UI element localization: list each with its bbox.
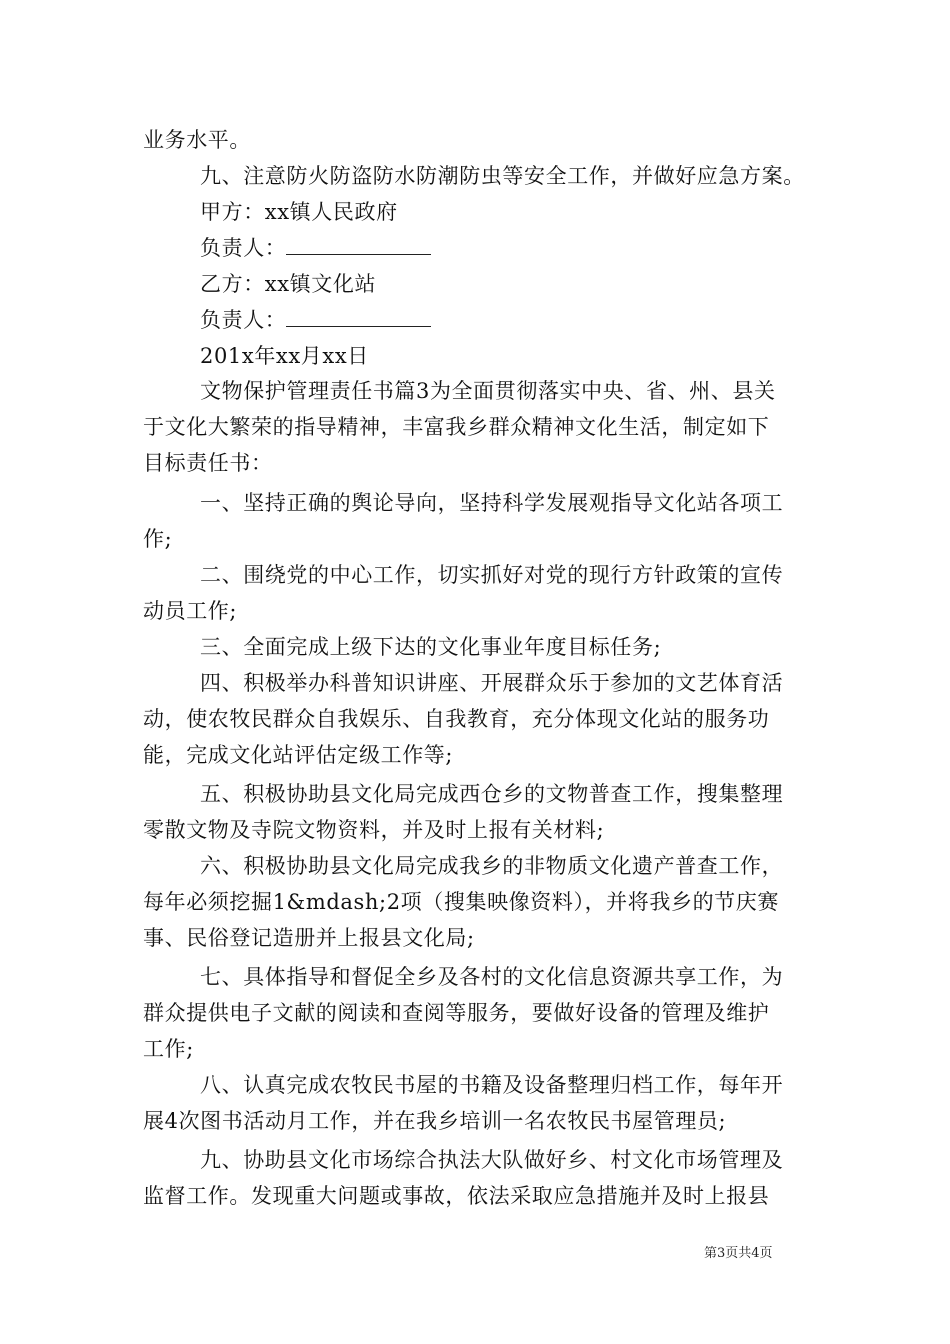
text-line: 每年必须挖掘1&mdash;2项（搜集映像资料），并将我乡的节庆赛 <box>143 890 779 914</box>
signature-blank <box>286 236 431 255</box>
date-line: 201x年xx月xx日 <box>200 344 369 368</box>
responsible-person-a <box>200 234 431 262</box>
text-line: 业务水平。 <box>143 128 251 152</box>
label: 负责人： <box>200 308 287 332</box>
text-line: 三、全面完成上级下达的文化事业年度目标任务; <box>200 635 662 659</box>
text-line: 四、积极举办科普知识讲座、开展群众乐于参加的文艺体育活 <box>200 671 784 695</box>
text-line: 零散文物及寺院文物资料，并及时上报有关材料; <box>143 818 605 842</box>
text-line: 九、协助县文化市场综合执法大队做好乡、村文化市场管理及 <box>200 1148 784 1172</box>
text-line: 五、积极协助县文化局完成西仓乡的文物普查工作，搜集整理 <box>200 782 784 806</box>
text-line: 事、民俗登记造册并上报县文化局; <box>143 926 475 950</box>
text-line: 动，使农牧民群众自我娱乐、自我教育，充分体现文化站的服务功 <box>143 707 770 731</box>
page-number: 第3页共4页 <box>704 1246 773 1261</box>
signatory-a: 甲方：xx镇人民政府 <box>200 200 398 224</box>
text-line: 目标责任书： <box>143 451 273 475</box>
text-line: 一、坚持正确的舆论导向，坚持科学发展观指导文化站各项工 <box>200 491 784 515</box>
text-line: 工作; <box>143 1037 194 1061</box>
responsible-person-b <box>200 306 431 334</box>
text-line: 九、注意防火防盗防水防潮防虫等安全工作，并做好应急方案。 <box>200 164 805 188</box>
text-line: 七、具体指导和督促全乡及各村的文化信息资源共享工作，为 <box>200 965 784 989</box>
text-line: 八、认真完成农牧民书屋的书籍及设备整理归档工作，每年开 <box>200 1073 784 1097</box>
text-line: 展4次图书活动月工作，并在我乡培训一名农牧民书屋管理员; <box>143 1109 727 1133</box>
signature-blank <box>286 308 431 327</box>
text-line: 群众提供电子文献的阅读和查阅等服务，要做好设备的管理及维护 <box>143 1001 770 1025</box>
label: 负责人： <box>200 236 287 260</box>
text-line: 监督工作。发现重大问题或事故，依法采取应急措施并及时上报县 <box>143 1184 770 1208</box>
text-line: 六、积极协助县文化局完成我乡的非物质文化遗产普查工作， <box>200 854 784 878</box>
text-line: 于文化大繁荣的指导精神，丰富我乡群众精神文化生活，制定如下 <box>143 415 770 439</box>
text-line: 二、围绕党的中心工作，切实抓好对党的现行方针政策的宣传 <box>200 563 784 587</box>
text-line: 能，完成文化站评估定级工作等; <box>143 743 454 767</box>
signatory-b: 乙方：xx镇文化站 <box>200 272 377 296</box>
text-line: 动员工作; <box>143 599 238 623</box>
text-line: 文物保护管理责任书篇3为全面贯彻落实中央、省、州、县关 <box>200 379 776 403</box>
text-line: 作; <box>143 527 173 551</box>
